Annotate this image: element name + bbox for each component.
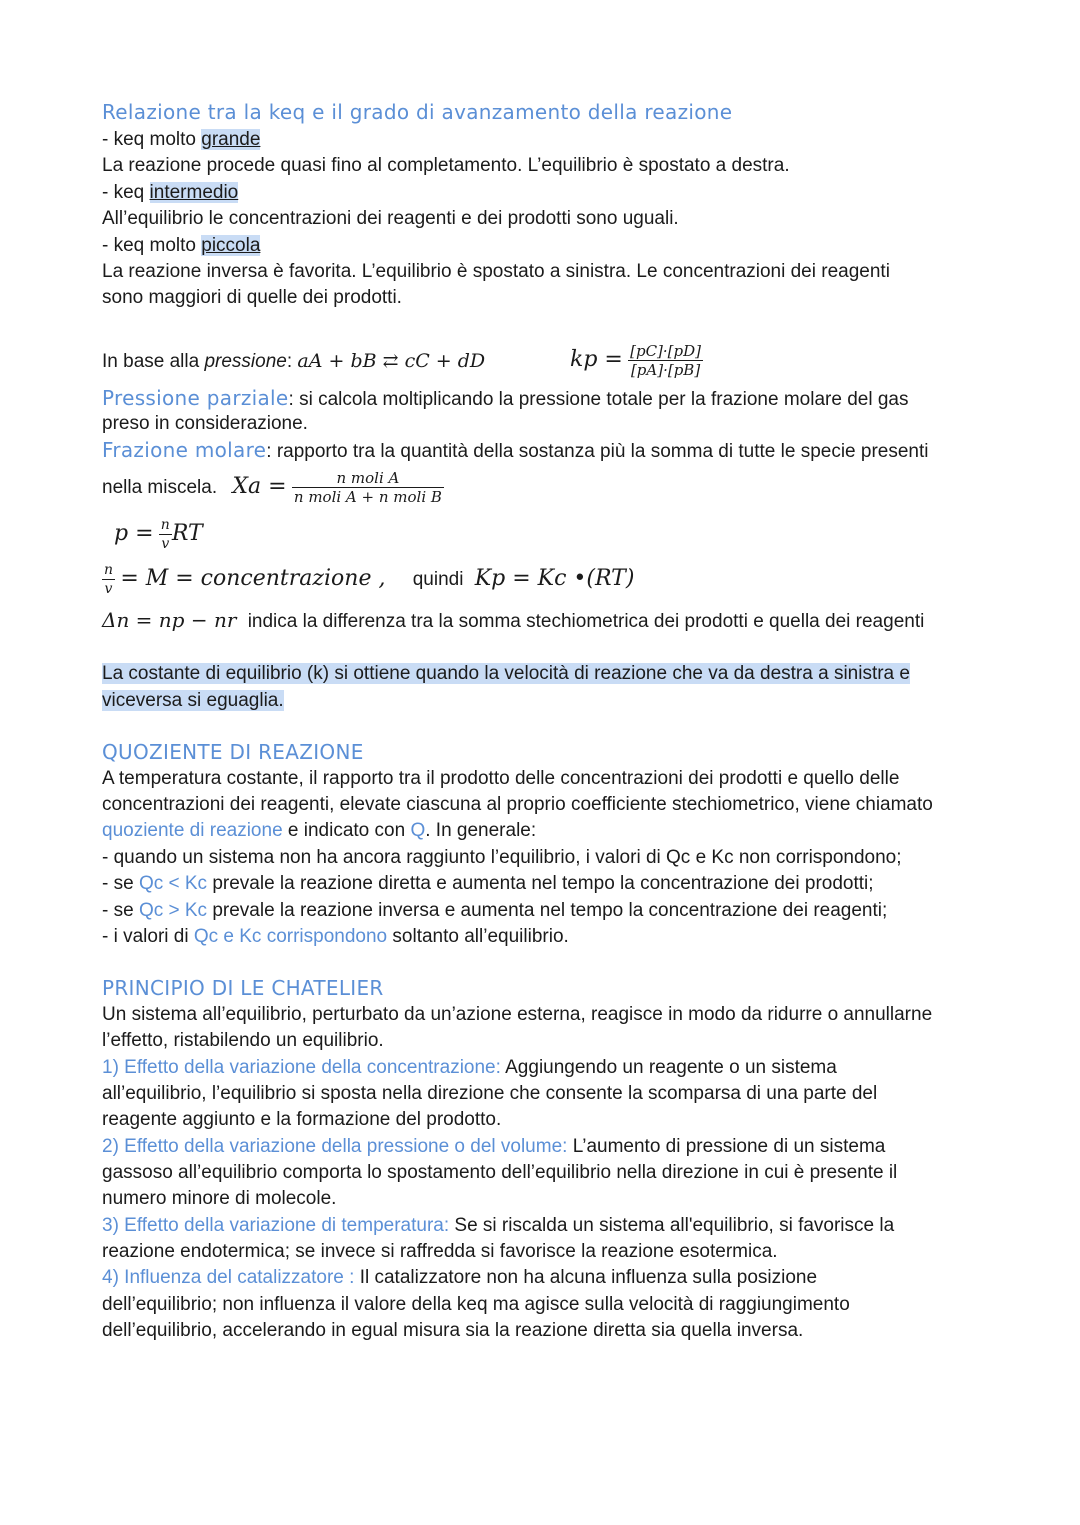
quotient-mid: e indicato con <box>282 820 411 841</box>
term-effect-catalyst: 4) Influenza del catalizzatore : <box>102 1267 355 1288</box>
p-rhs: RT <box>171 521 203 546</box>
bullet-text: prevale la reazione diretta e aumenta nel tempo la concentrazione dei prodotti; <box>207 873 874 894</box>
bullet-prefix: - i valori di <box>102 926 194 947</box>
highlight-line-2 <box>102 688 284 714</box>
delta-n-line <box>102 607 924 635</box>
quotient-line-1: A temperatura costante, il rapporto tra il prodotto delle concentrazioni dei prodotti e quello delle <box>102 768 900 789</box>
keq-text-piccola-2: sono maggiori di quelle dei prodotti. <box>102 287 402 308</box>
effect-1-line-3: reagente aggiunto e la formazione del prodotto. <box>102 1109 502 1130</box>
nv-denominator: v <box>104 581 113 598</box>
pressure-intro <box>102 348 485 375</box>
keq-item-piccola <box>102 233 260 259</box>
quotient-bullet-1: - quando un sistema non ha ancora raggiunto l’equilibrio, i valori di Qc e Kc non corrispondono; <box>102 847 902 868</box>
chatelier-line-2: l’effetto, ristabilendo un equilibrio. <box>102 1030 384 1051</box>
item-prefix: - keq molto <box>102 129 202 150</box>
keq-text-piccola-1: La reazione inversa è favorita. L’equilibrio è spostato a sinistra. Le concentrazioni dei reagenti <box>102 261 890 282</box>
effect-text: Il catalizzatore non ha alcuna influenza sulla posizione <box>354 1267 818 1288</box>
keq-text-grande: La reazione procede quasi fino al completamento. L’equilibrio è spostato a destra. <box>102 155 790 176</box>
molar-fraction-line-1 <box>102 437 929 465</box>
kp-fraction <box>628 342 703 379</box>
p-numerator: n <box>160 517 170 534</box>
item-prefix: - keq molto <box>102 235 202 256</box>
xa-denominator: n moli A + n moli B <box>293 488 442 507</box>
effect-2-line-1 <box>102 1134 885 1160</box>
quindi-text: quindi <box>412 569 464 590</box>
partial-pressure-text: : si calcola moltiplicando la pressione totale per la frazione molare del gas <box>288 389 909 410</box>
highlight-line-1 <box>102 661 910 687</box>
bullet-text: soltanto all’equilibrio. <box>387 926 569 947</box>
p-denominator: v <box>161 536 170 553</box>
effect-4-line-1 <box>102 1265 817 1291</box>
highlight-text-1: La costante di equilibrio (k) si ottiene quando la velocità di reazione che va da destra a sinistra e <box>102 663 910 684</box>
intro-text: In base alla <box>102 351 205 372</box>
xa-lhs: Xa = <box>232 474 287 499</box>
effect-1-line-1 <box>102 1055 837 1081</box>
term-quoziente: quoziente di reazione <box>102 820 283 841</box>
term-qc-eq-kc: Qc e Kc corrispondono <box>193 926 388 947</box>
intro-colon: : <box>286 351 298 372</box>
quotient-bullet-4 <box>102 924 569 950</box>
term-qc-lt-kc: Qc < Kc <box>138 873 208 894</box>
p-fraction <box>159 516 172 553</box>
effect-4-line-2: dell’equilibrio; non influenza il valore della keq ma agisce sulla velocità di raggiungimento <box>102 1294 850 1315</box>
section-title-chatelier: PRINCIPIO DI LE CHATELIER <box>102 976 384 1000</box>
section-title-keq: Relazione tra la keq e il grado di avanzamento della reazione <box>102 100 733 124</box>
delta-n-text: indica la differenza tra la somma stechiometrica dei prodotti e quella dei reagenti <box>247 611 925 632</box>
effect-3-line-1 <box>102 1213 894 1239</box>
section-title-quotient: QUOZIENTE DI REAZIONE <box>102 740 364 764</box>
xa-fraction <box>292 469 444 506</box>
quotient-bullet-2 <box>102 871 874 897</box>
effect-2-line-2: gassoso all’equilibrio comporta lo spostamento dell’equilibrio nella direzione in cui è presente il <box>102 1162 898 1183</box>
nv-numerator: n <box>104 562 114 579</box>
bullet-prefix: - se <box>102 900 139 921</box>
kp-denominator: [pA]·[pB] <box>630 361 701 380</box>
partial-pressure-line-2: preso in considerazione. <box>102 413 308 434</box>
effect-text: Se si riscalda un sistema all'equilibrio, si favorisce la <box>449 1215 895 1236</box>
p-lhs: p = <box>114 521 154 546</box>
term-effect-concentration: 1) Effetto della variazione della concentrazione: <box>102 1057 501 1078</box>
nv-fraction <box>102 561 115 598</box>
quotient-line-3 <box>102 818 536 844</box>
nv-rhs: = M = concentrazione , <box>120 566 386 591</box>
highlight-text-2: viceversa si eguaglia. <box>102 690 284 711</box>
keq-item-grande <box>102 127 260 153</box>
keq-item-intermedio <box>102 180 238 206</box>
concentration-formula <box>102 557 634 602</box>
keq-text-intermedio: All’equilibrio le concentrazioni dei reagenti e dei prodotti sono uguali. <box>102 208 679 229</box>
molar-fraction-end: nella miscela. <box>102 477 218 498</box>
term-q: Q <box>410 820 426 841</box>
keyword-grande: grande <box>201 129 261 150</box>
quotient-end: . In generale: <box>425 820 537 841</box>
item-prefix: - keq <box>102 182 150 203</box>
bullet-prefix: - se <box>102 873 139 894</box>
effect-text: Aggiungendo un reagente o un sistema <box>500 1057 837 1078</box>
reaction-equation: aA + bB ⇄ cC + dD <box>297 350 486 372</box>
term-qc-gt-kc: Qc > Kc <box>138 900 208 921</box>
xa-numerator: n moli A <box>292 469 444 488</box>
effect-4-line-3: dell’equilibrio, accelerando in egual misura sia la reazione diretta sia quella inversa. <box>102 1320 804 1341</box>
effect-3-line-2: reazione endotermica; se invece si raffredda si favorisce la reazione esotermica. <box>102 1241 778 1262</box>
term-effect-temperature: 3) Effetto della variazione di temperatura: <box>102 1215 450 1236</box>
kp-kc-formula: Kp = Kc •(RT) <box>474 566 635 591</box>
delta-n-formula: Δn = np − nr <box>102 608 237 632</box>
chatelier-line-1: Un sistema all’equilibrio, perturbato da un’azione esterna, reagisce in modo da ridurre o annullarne <box>102 1004 933 1025</box>
term-effect-pressure: 2) Effetto della variazione della pressione o del volume: <box>102 1136 568 1157</box>
molar-fraction-text: : rapporto tra la quantità della sostanza più la somma di tutte le specie presenti <box>266 441 929 462</box>
kp-formula <box>570 338 703 383</box>
keyword-piccola: piccola <box>201 235 261 256</box>
intro-italic: pressione <box>204 351 287 372</box>
effect-1-line-2: all’equilibrio, l’equilibrio si sposta nella direzione che consente la scomparsa di una parte del <box>102 1083 878 1104</box>
term-partial-pressure: Pressione parziale <box>102 386 289 410</box>
quotient-line-2: concentrazioni dei reagenti, elevate ciascuna al proprio coefficiente stechiometrico, viene chiamato <box>102 794 933 815</box>
effect-2-line-3: numero minore di molecole. <box>102 1188 337 1209</box>
quotient-bullet-3 <box>102 898 887 924</box>
effect-text: L’aumento di pressione di un sistema <box>567 1136 886 1157</box>
molar-fraction-line-2 <box>102 465 444 510</box>
ideal-gas-formula <box>114 512 203 557</box>
kp-lhs: kp = <box>570 347 623 372</box>
bullet-text: prevale la reazione inversa e aumenta nel tempo la concentrazione dei reagenti; <box>207 900 888 921</box>
term-molar-fraction: Frazione molare <box>102 438 267 462</box>
keyword-intermedio: intermedio <box>149 182 239 203</box>
partial-pressure-line-1 <box>102 385 908 413</box>
kp-numerator: [pC]·[pD] <box>630 342 702 361</box>
